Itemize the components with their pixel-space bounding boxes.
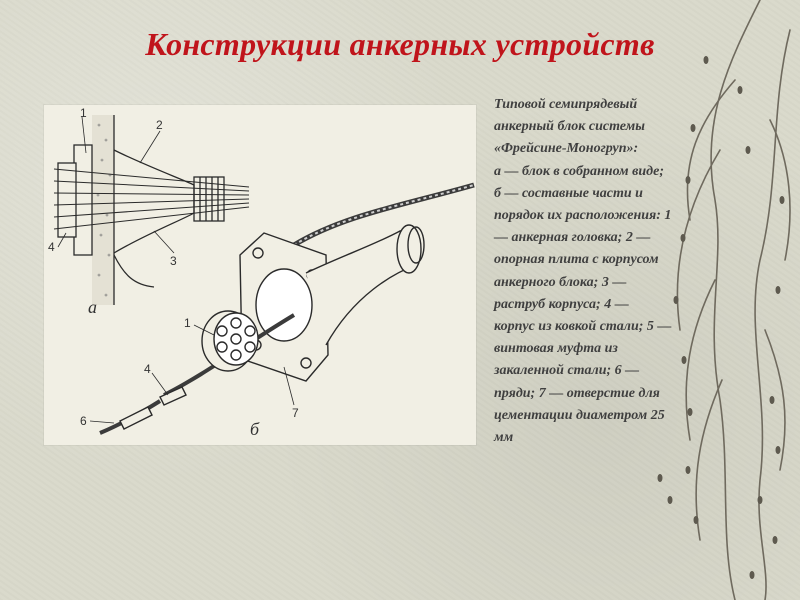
caption-line: анкерного блока; 3 — bbox=[494, 274, 627, 290]
caption-line: пряди; 7 — отверстие для bbox=[494, 385, 660, 401]
caption-line: анкерный блок системы bbox=[494, 119, 645, 135]
label-b-1: 1 bbox=[184, 316, 191, 330]
caption-line: цементации диаметром 25 bbox=[494, 407, 665, 423]
figure-caption bbox=[494, 94, 764, 449]
label-view-a: а bbox=[88, 297, 97, 317]
caption-line: Типовой семипрядевый bbox=[494, 97, 638, 112]
caption-line: закаленной стали; 6 — bbox=[494, 363, 640, 379]
label-b-6: 6 bbox=[80, 414, 87, 428]
anchor-diagram-figure bbox=[44, 105, 476, 445]
caption-line: опорная плита с корпусом bbox=[494, 252, 659, 268]
caption-line: «Фрейсине-Моногруп»: bbox=[494, 141, 639, 157]
label-a-2: 2 bbox=[156, 118, 163, 132]
caption-line: — анкерная головка; 2 — bbox=[494, 230, 651, 246]
caption-line: раструб корпуса; 4 — bbox=[494, 296, 629, 312]
caption-line: а — блок в собранном виде; bbox=[494, 163, 664, 179]
label-a-3: 3 bbox=[170, 254, 177, 268]
caption-line: винтовая муфта из bbox=[494, 341, 618, 357]
caption-line: порядок их расположения: 1 bbox=[494, 208, 672, 224]
caption-line: корпус из ковкой стали; 5 — bbox=[494, 319, 672, 335]
caption-line: б — составные части и bbox=[494, 185, 643, 201]
assembled-view bbox=[54, 115, 249, 305]
caption-line: мм bbox=[494, 430, 514, 446]
label-b-4: 4 bbox=[144, 362, 151, 376]
label-b-7: 7 bbox=[292, 406, 299, 420]
anchor-block-drawing bbox=[44, 105, 476, 445]
exploded-view bbox=[90, 185, 474, 433]
label-view-b: б bbox=[250, 419, 260, 439]
label-a-4: 4 bbox=[48, 240, 55, 254]
label-a-1: 1 bbox=[80, 106, 87, 120]
slide-title: Конструкции анкерных устройств bbox=[145, 26, 655, 62]
